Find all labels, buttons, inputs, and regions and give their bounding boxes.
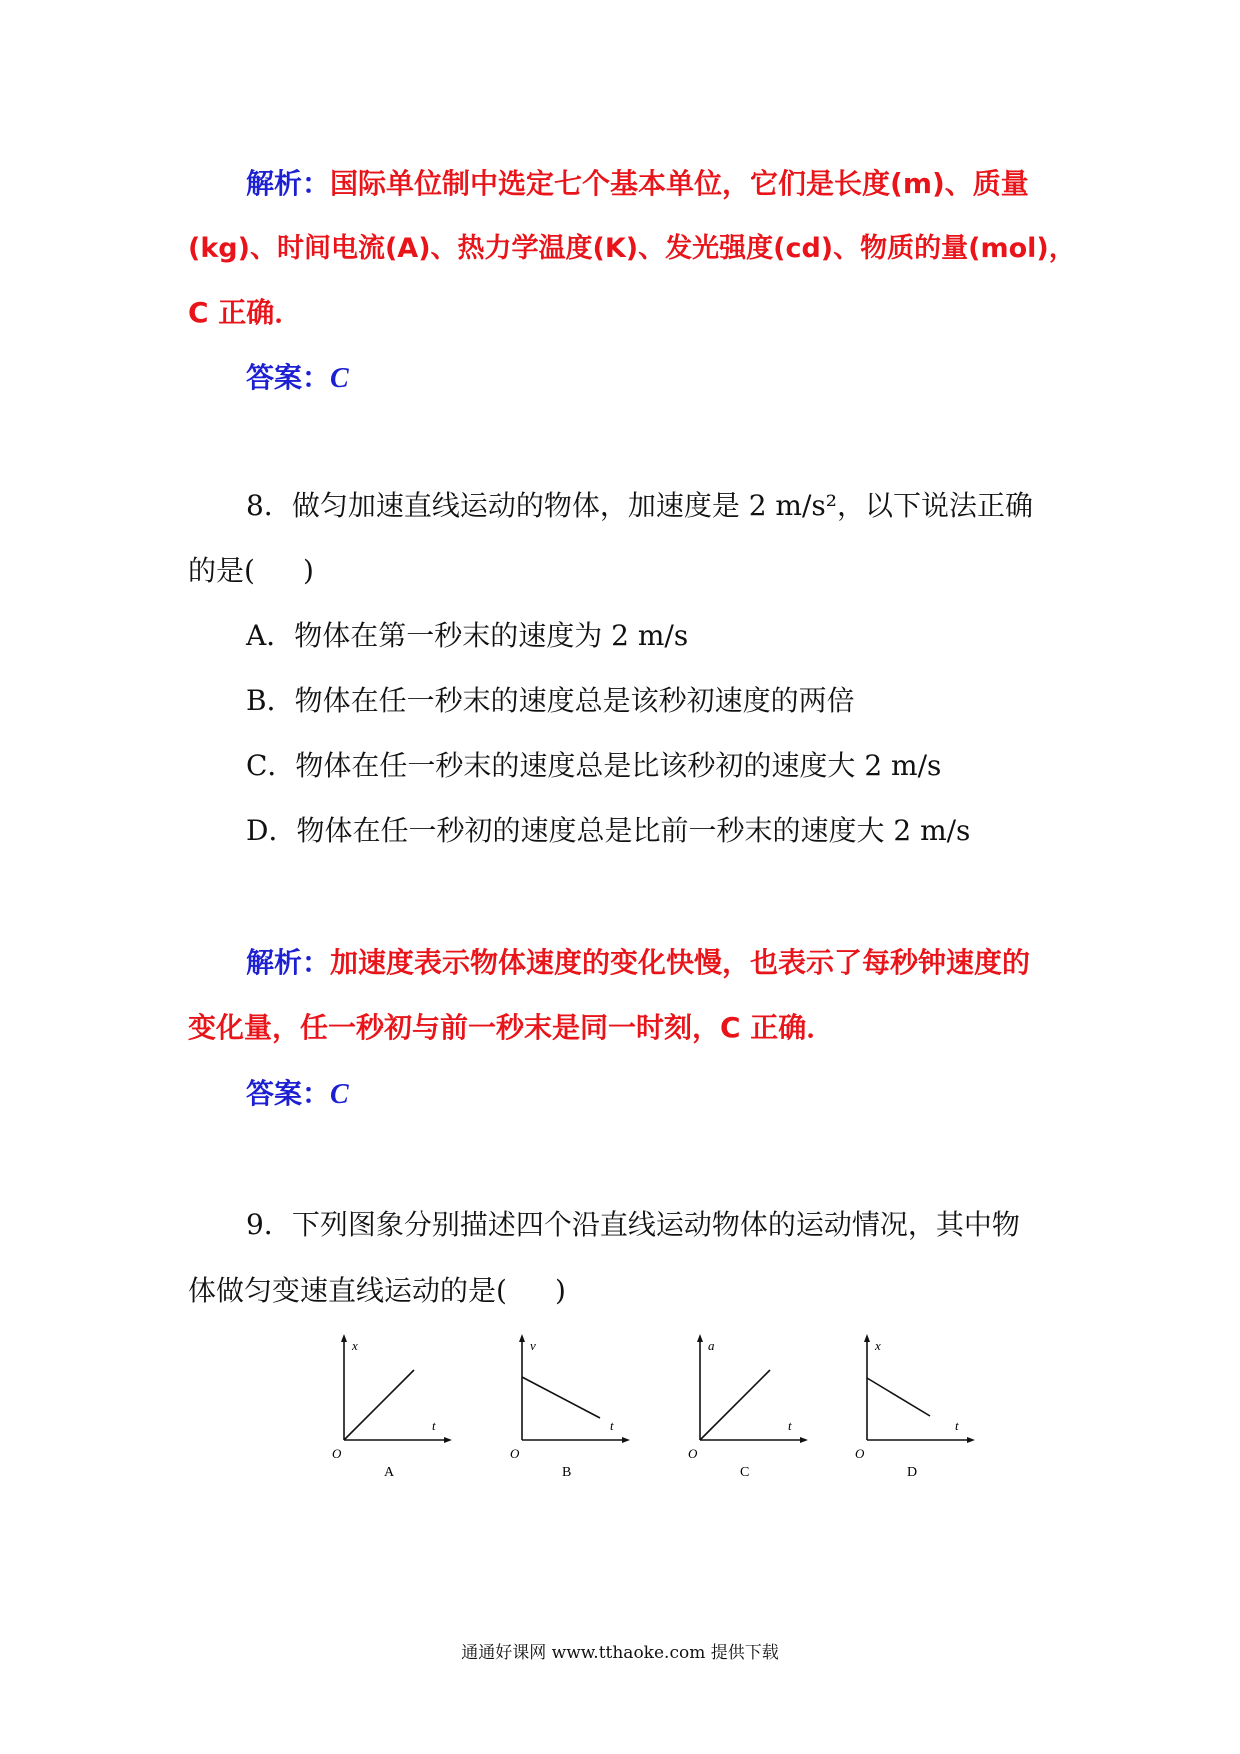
q8-option-d: D．物体在任一秒初的速度总是比前一秒末的速度大 2 m/s	[246, 814, 971, 847]
analysis-text: 国际单位制中选定七个基本单位，它们是长度(m)、质量	[330, 167, 1029, 200]
graph-d	[845, 1330, 985, 1484]
q7-analysis-line2: (kg)、时间电流(A)、热力学温度(K)、发光强度(cd)、物质的量(mol)，	[188, 233, 1076, 264]
graph-caption: C	[740, 1465, 750, 1480]
graph-caption: B	[562, 1465, 572, 1480]
x-axis-label: t	[788, 1418, 792, 1433]
q9-stem-suffix: )	[554, 1274, 566, 1307]
x-axis-arrow	[444, 1437, 452, 1443]
graph-caption: A	[384, 1465, 395, 1480]
q9-stem-line1: 9．下列图象分别描述四个沿直线运动物体的运动情况，其中物	[246, 1208, 1020, 1241]
graph-b-svg	[500, 1330, 640, 1480]
q8-analysis-line1	[246, 946, 1031, 979]
graph-a	[322, 1330, 462, 1484]
x-axis-label: t	[955, 1418, 959, 1433]
origin-label: O	[855, 1446, 865, 1461]
page-footer: 通通好课网 www.tthaoke.com 提供下载	[461, 1643, 779, 1663]
graph-caption: D	[907, 1465, 918, 1480]
x-axis-arrow	[967, 1437, 975, 1443]
answer-label: 答案：	[246, 1077, 331, 1110]
x-axis-arrow	[800, 1437, 808, 1443]
graph-line	[867, 1378, 930, 1416]
y-axis-arrow	[519, 1334, 525, 1342]
answer-label: 答案：	[246, 361, 331, 394]
origin-label: O	[332, 1446, 342, 1461]
x-axis-label: t	[432, 1418, 436, 1433]
analysis-text: 加速度表示物体速度的变化快慢，也表示了每秒钟速度的	[330, 946, 1031, 979]
q8-stem-suffix: )	[302, 554, 314, 587]
q9-stem-prefix: 体做匀变速直线运动的是(	[188, 1274, 507, 1307]
graph-c-svg	[678, 1330, 818, 1480]
y-axis-arrow	[864, 1334, 870, 1342]
analysis-label: 解析：	[246, 167, 331, 200]
y-axis-label: v	[530, 1338, 536, 1353]
q8-option-c: C．物体在任一秒末的速度总是比该秒初的速度大 2 m/s	[246, 749, 942, 782]
y-axis-label: a	[708, 1338, 715, 1353]
q7-analysis-line3: C 正确．	[188, 296, 303, 329]
q8-stem-prefix: 的是(	[188, 554, 255, 587]
graph-line	[344, 1370, 414, 1440]
graph-c	[678, 1330, 818, 1484]
origin-label: O	[688, 1446, 698, 1461]
x-axis-arrow	[622, 1437, 630, 1443]
answer-value: C	[330, 363, 349, 394]
graph-d-svg	[845, 1330, 985, 1480]
graph-line	[700, 1370, 770, 1440]
analysis-label: 解析：	[246, 946, 331, 979]
q7-answer	[246, 361, 349, 394]
q7-analysis-line1	[246, 167, 1029, 200]
y-axis-label: x	[352, 1338, 358, 1353]
y-axis-label: x	[875, 1338, 881, 1353]
q8-stem-line2	[188, 554, 314, 587]
answer-value: C	[330, 1079, 349, 1110]
y-axis-arrow	[341, 1334, 347, 1342]
q8-stem-line1: 8．做匀加速直线运动的物体，加速度是 2 m/s²，以下说法正确	[246, 489, 1034, 522]
graph-b	[500, 1330, 640, 1484]
q8-answer	[246, 1077, 349, 1110]
y-axis-arrow	[697, 1334, 703, 1342]
x-axis-label: t	[610, 1418, 614, 1433]
q8-analysis-line2: 变化量，任一秒初与前一秒末是同一时刻，C 正确．	[188, 1011, 835, 1044]
graph-line	[522, 1377, 600, 1418]
q9-stem-line2	[188, 1274, 566, 1307]
q8-option-a: A．物体在第一秒末的速度为 2 m/s	[246, 619, 689, 652]
q8-option-b: B．物体在任一秒末的速度总是该秒初速度的两倍	[246, 684, 855, 717]
origin-label: O	[510, 1446, 520, 1461]
graph-a-svg	[322, 1330, 462, 1480]
